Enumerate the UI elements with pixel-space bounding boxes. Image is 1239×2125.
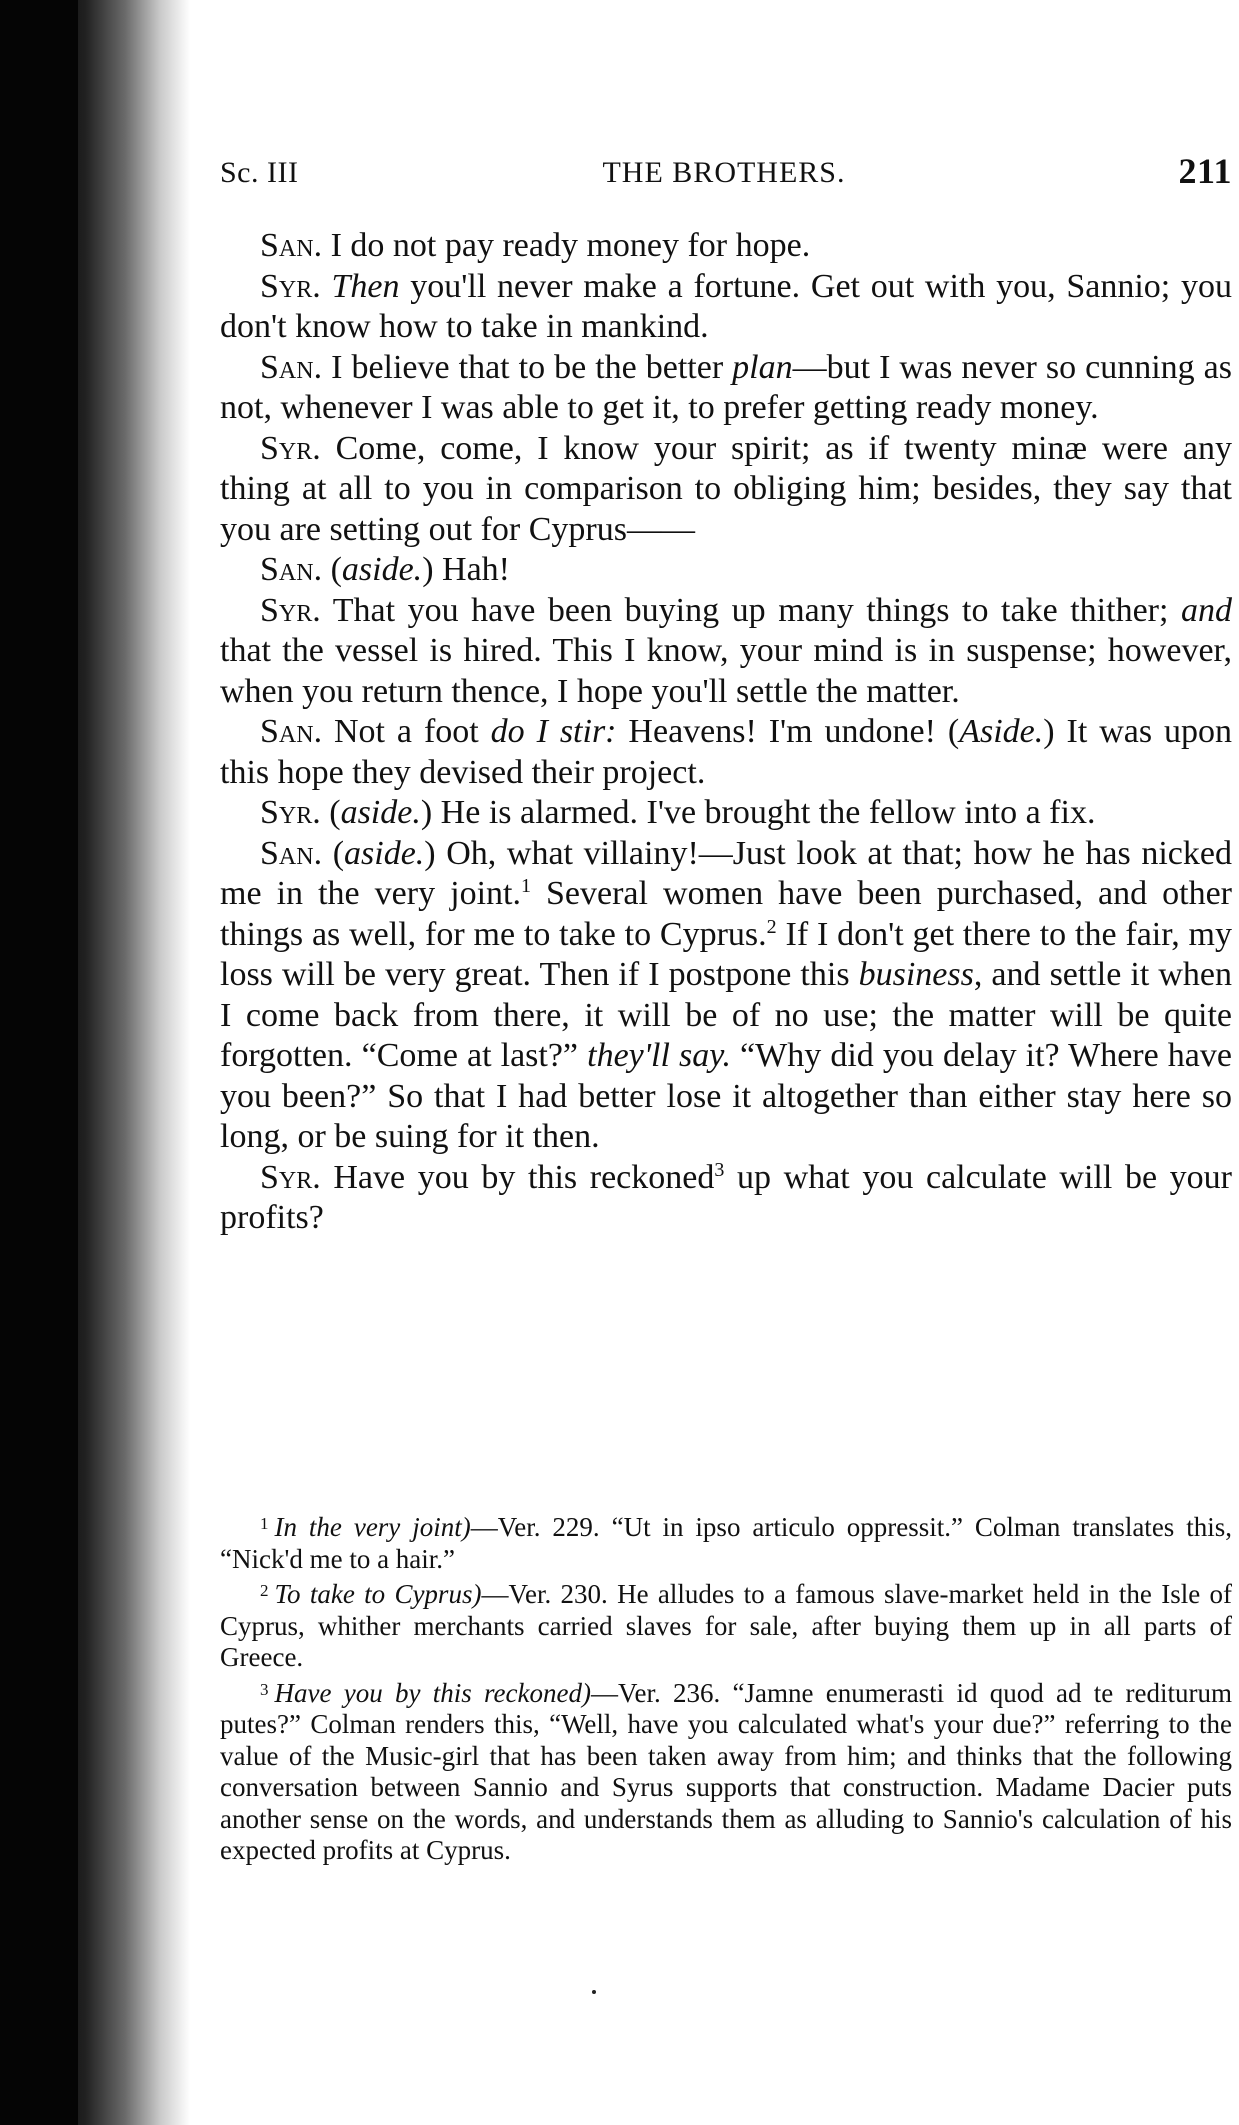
book-page	[216, 0, 1232, 2125]
text-run: ) It was upon this hope they devised their project.	[220, 713, 1233, 791]
gutter-core	[0, 0, 78, 2125]
speaker-name: Syr.	[260, 267, 321, 305]
italic-text: To take to Cyprus)	[274, 1579, 482, 1609]
footnotes	[220, 1508, 1232, 1867]
italic-text: aside.	[344, 834, 425, 872]
text-run: —Ver. 230. He alludes to a famous slave-market held in the Isle of Cyprus, whither merchants carried slaves for sale, after buying them up in all parts of Greece.	[220, 1579, 1232, 1672]
speaker-name: Syr.	[260, 429, 321, 467]
italic-text: business	[858, 956, 974, 993]
dialogue-line	[220, 348, 1232, 429]
text-run: Several women have been purchased, and other things as well, for me to take to Cyprus.	[220, 875, 1232, 953]
text-run: Come, come, I know your spirit; as if twenty minæ were any thing at all to you in comparison to obliging him; besides, they say that you are setting out for Cyprus——	[220, 429, 1232, 548]
dialogue-line	[220, 712, 1232, 793]
footnote-ref: 1	[520, 875, 531, 897]
page-title: THE BROTHERS.	[602, 156, 846, 189]
scene-marker: Sc. III	[220, 156, 299, 189]
italic-text: they'll say.	[587, 1037, 731, 1074]
italic-text: and	[1181, 591, 1232, 629]
dialogue-line	[220, 793, 1232, 834]
speaker-name: Syr.	[260, 591, 321, 629]
dialogue-line	[220, 834, 1232, 1158]
text-run: That you have been buying up many things to take thither;	[320, 591, 1181, 629]
print-speck	[592, 1990, 596, 1994]
dialogue-line	[220, 1158, 1232, 1239]
speaker-name: San.	[260, 713, 323, 750]
page-gutter-shadow	[0, 0, 190, 2125]
dialogue-line	[220, 226, 1232, 267]
speaker-name: Syr.	[260, 794, 321, 831]
speaker-name: San.	[260, 348, 323, 386]
text-run: ) Hah!	[422, 551, 510, 588]
dialogue-line	[220, 550, 1232, 591]
text-run: I believe that to be the better	[322, 348, 733, 386]
footnote-number: 2	[260, 1581, 269, 1600]
footnote-number: 1	[260, 1514, 269, 1533]
text-run: —Ver. 236. “Jamne enumerasti id quod ad te rediturum putes?” Colman renders this, “Well, have you calculated what's your due?” referring to the value of the Music-girl that has been taken away from him; and thinks that the following conversation between Sannio and Syrus supports that construction. Madame Dacier puts another sense on the words, and understands them as alluding to Sannio's calculation of his expected profits at Cyprus.	[220, 1677, 1232, 1865]
speaker-name: San.	[260, 834, 323, 872]
running-head	[216, 150, 1232, 196]
italic-text: Have you by this reckoned)	[274, 1677, 591, 1708]
footnote-ref: 2	[766, 915, 777, 938]
italic-text: Then	[331, 267, 400, 305]
text-run: Heavens! I'm undone! (	[616, 713, 960, 750]
text-run: (	[320, 794, 341, 831]
text-run: —but I was never so cunning as not, whenever I was able to get it, to prefer getting ready money.	[220, 348, 1232, 426]
text-run: (	[322, 551, 342, 588]
text-run: “Why did you delay it? Where have you been?” So that I had better lose it altogether than either stay here so long, or be suing for it then.	[220, 1037, 1232, 1155]
italic-text: aside.	[341, 551, 423, 588]
text-run: Not a foot	[322, 713, 491, 750]
text-run: If I don't get there to the fair, my loss will be very great. Then if I postpone this	[220, 915, 1233, 993]
italic-text: plan	[732, 348, 793, 386]
text-run	[321, 268, 332, 305]
footnote	[220, 1674, 1232, 1867]
italic-text: do I stir:	[490, 713, 617, 750]
speaker-name: Syr.	[260, 1158, 321, 1196]
text-run: ) Oh, what villainy!—Just look at that; how he has nicked me in the very joint.	[220, 834, 1232, 912]
dialogue-line	[220, 591, 1232, 713]
text-run: ) He is alarmed. I've brought the fellow into a fix.	[420, 794, 1096, 831]
text-run: , and settle it when I come back from there, it will be of no use; the matter will be quite forgotten. “Come at last?”	[220, 956, 1232, 1074]
text-run: (	[322, 834, 345, 872]
dialogue-line	[220, 429, 1232, 551]
dialogue-body	[220, 226, 1232, 1239]
italic-text: aside.	[340, 794, 421, 831]
italic-text: In the very joint)	[274, 1512, 471, 1542]
footnote	[220, 1508, 1232, 1575]
text-run: you'll never make a fortune. Get out with you, Sannio; you don't know how to take in mankind.	[220, 267, 1232, 345]
footnote	[220, 1575, 1232, 1674]
speaker-name: San.	[260, 227, 323, 264]
footnote-number: 3	[260, 1679, 269, 1699]
footnote-ref: 3	[714, 1158, 725, 1181]
italic-text: Aside.	[959, 713, 1044, 750]
speaker-name: San.	[260, 551, 323, 588]
page-number: 211	[1178, 151, 1232, 191]
text-run: I do not pay ready money for hope.	[322, 227, 811, 264]
text-run: Have you by this reckoned	[320, 1158, 715, 1196]
text-run: up what you calculate will be your profits?	[220, 1158, 1232, 1236]
text-run: that the vessel is hired. This I know, your mind is in suspense; however, when you return thence, I hope you'll settle the matter.	[220, 632, 1232, 710]
text-run: —Ver. 229. “Ut in ipso articulo oppressit.” Colman translates this, “Nick'd me to a hair.”	[220, 1512, 1232, 1574]
dialogue-line	[220, 267, 1232, 348]
